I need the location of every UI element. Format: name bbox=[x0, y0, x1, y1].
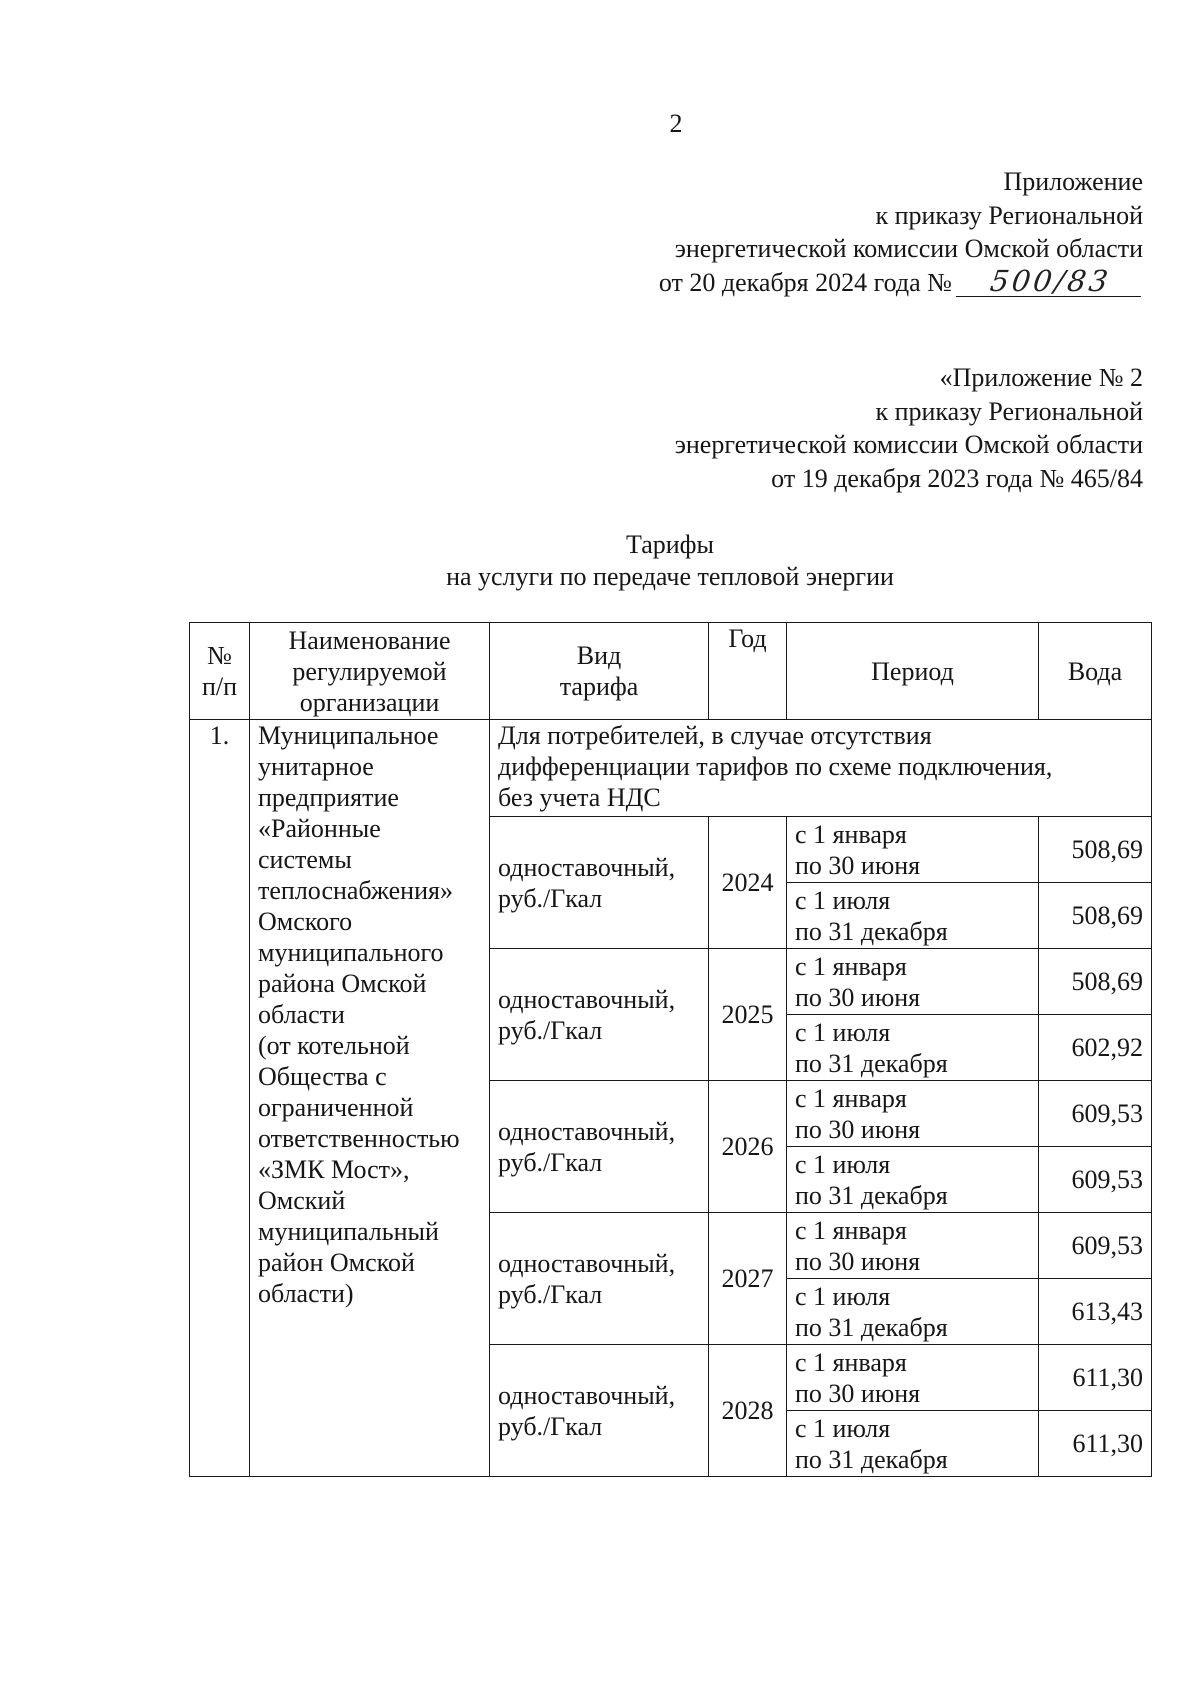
year-cell: 2026 bbox=[709, 1081, 787, 1213]
tariff-table bbox=[189, 622, 1152, 1477]
year-cell: 2028 bbox=[709, 1345, 787, 1477]
organization-name: Муниципальное унитарное предприятие «Районные системы теплоснабжения» Омского муниципального района Омской области (от котельной Общества с ограниченной ответственностью «ЗМК Мост», Омский муниципальный район Омской области) bbox=[250, 720, 490, 1477]
header-organization: Наименование регулируемой организации bbox=[250, 623, 490, 720]
period-cell: с 1 июля по 31 декабря bbox=[787, 1147, 1039, 1213]
appendix-2-header bbox=[675, 361, 1143, 495]
water-value-cell: 609,53 bbox=[1039, 1147, 1152, 1213]
water-value-cell: 611,30 bbox=[1039, 1345, 1152, 1411]
handwritten-order-number: 500/83 bbox=[956, 266, 1145, 297]
period-cell: с 1 января по 30 июня bbox=[787, 1213, 1039, 1279]
water-value-cell: 609,53 bbox=[1039, 1213, 1152, 1279]
period-cell: с 1 января по 30 июня bbox=[787, 949, 1039, 1015]
header-year: Год bbox=[709, 623, 787, 720]
year-cell: 2025 bbox=[709, 949, 787, 1081]
water-value-cell: 508,69 bbox=[1039, 817, 1152, 883]
tariff-type-cell: одноставочный, руб./Гкал bbox=[490, 1345, 709, 1477]
water-value-cell: 609,53 bbox=[1039, 1081, 1152, 1147]
appendix-order-ref: к приказу Региональной bbox=[875, 200, 1143, 230]
period-cell: с 1 июля по 31 декабря bbox=[787, 1015, 1039, 1081]
table-header-row bbox=[190, 623, 1152, 720]
year-cell: 2024 bbox=[709, 817, 787, 949]
header-tariff-type: Вид тарифа bbox=[490, 623, 709, 720]
water-value-cell: 611,30 bbox=[1039, 1411, 1152, 1477]
period-cell: с 1 июля по 31 декабря bbox=[787, 883, 1039, 949]
appendix-2-title: «Приложение № 2 bbox=[939, 363, 1143, 392]
tariff-type-cell: одноставочный, руб./Гкал bbox=[490, 1213, 709, 1345]
document-title bbox=[189, 529, 1151, 593]
row-number: 1. bbox=[190, 720, 250, 1477]
appendix-2-order-ref: к приказу Региональной bbox=[875, 396, 1143, 426]
header-period: Период bbox=[787, 623, 1039, 720]
water-value-cell: 508,69 bbox=[1039, 949, 1152, 1015]
water-value-cell: 613,43 bbox=[1039, 1279, 1152, 1345]
period-cell: с 1 июля по 31 декабря bbox=[787, 1279, 1039, 1345]
title-subtitle: на услуги по передаче тепловой энергии bbox=[446, 562, 894, 591]
year-cell: 2027 bbox=[709, 1213, 787, 1345]
appendix-2-date: от 19 декабря 2023 года № 465/84 bbox=[771, 463, 1143, 493]
tariff-type-cell: одноставочный, руб./Гкал bbox=[490, 817, 709, 949]
appendix-header bbox=[659, 165, 1143, 299]
appendix-date-line bbox=[658, 263, 1143, 300]
appendix-commission: энергетической комиссии Омской области bbox=[674, 234, 1143, 263]
period-cell: с 1 июля по 31 декабря bbox=[787, 1411, 1039, 1477]
period-cell: с 1 января по 30 июня bbox=[787, 817, 1039, 883]
tariff-type-cell: одноставочный, руб./Гкал bbox=[490, 949, 709, 1081]
consumer-note: Для потребителей, в случае отсутствия дифференциации тарифов по схеме подключения, без учета НДС bbox=[490, 720, 1152, 817]
appendix-2-commission: энергетической комиссии Омской области bbox=[674, 430, 1143, 459]
appendix-title: Приложение bbox=[1003, 167, 1143, 196]
period-cell: с 1 января по 30 июня bbox=[787, 1345, 1039, 1411]
header-water: Вода bbox=[1039, 623, 1152, 720]
tariff-type-cell: одноставочный, руб./Гкал bbox=[490, 1081, 709, 1213]
header-number: № п/п bbox=[190, 623, 250, 720]
title-main: Тарифы bbox=[625, 530, 714, 559]
water-value-cell: 602,92 bbox=[1039, 1015, 1152, 1081]
period-cell: с 1 января по 30 июня bbox=[787, 1081, 1039, 1147]
appendix-date: от 20 декабря 2024 года № bbox=[658, 267, 952, 297]
table-row bbox=[190, 720, 1152, 817]
page-number: 2 bbox=[669, 109, 683, 138]
water-value-cell: 508,69 bbox=[1039, 883, 1152, 949]
